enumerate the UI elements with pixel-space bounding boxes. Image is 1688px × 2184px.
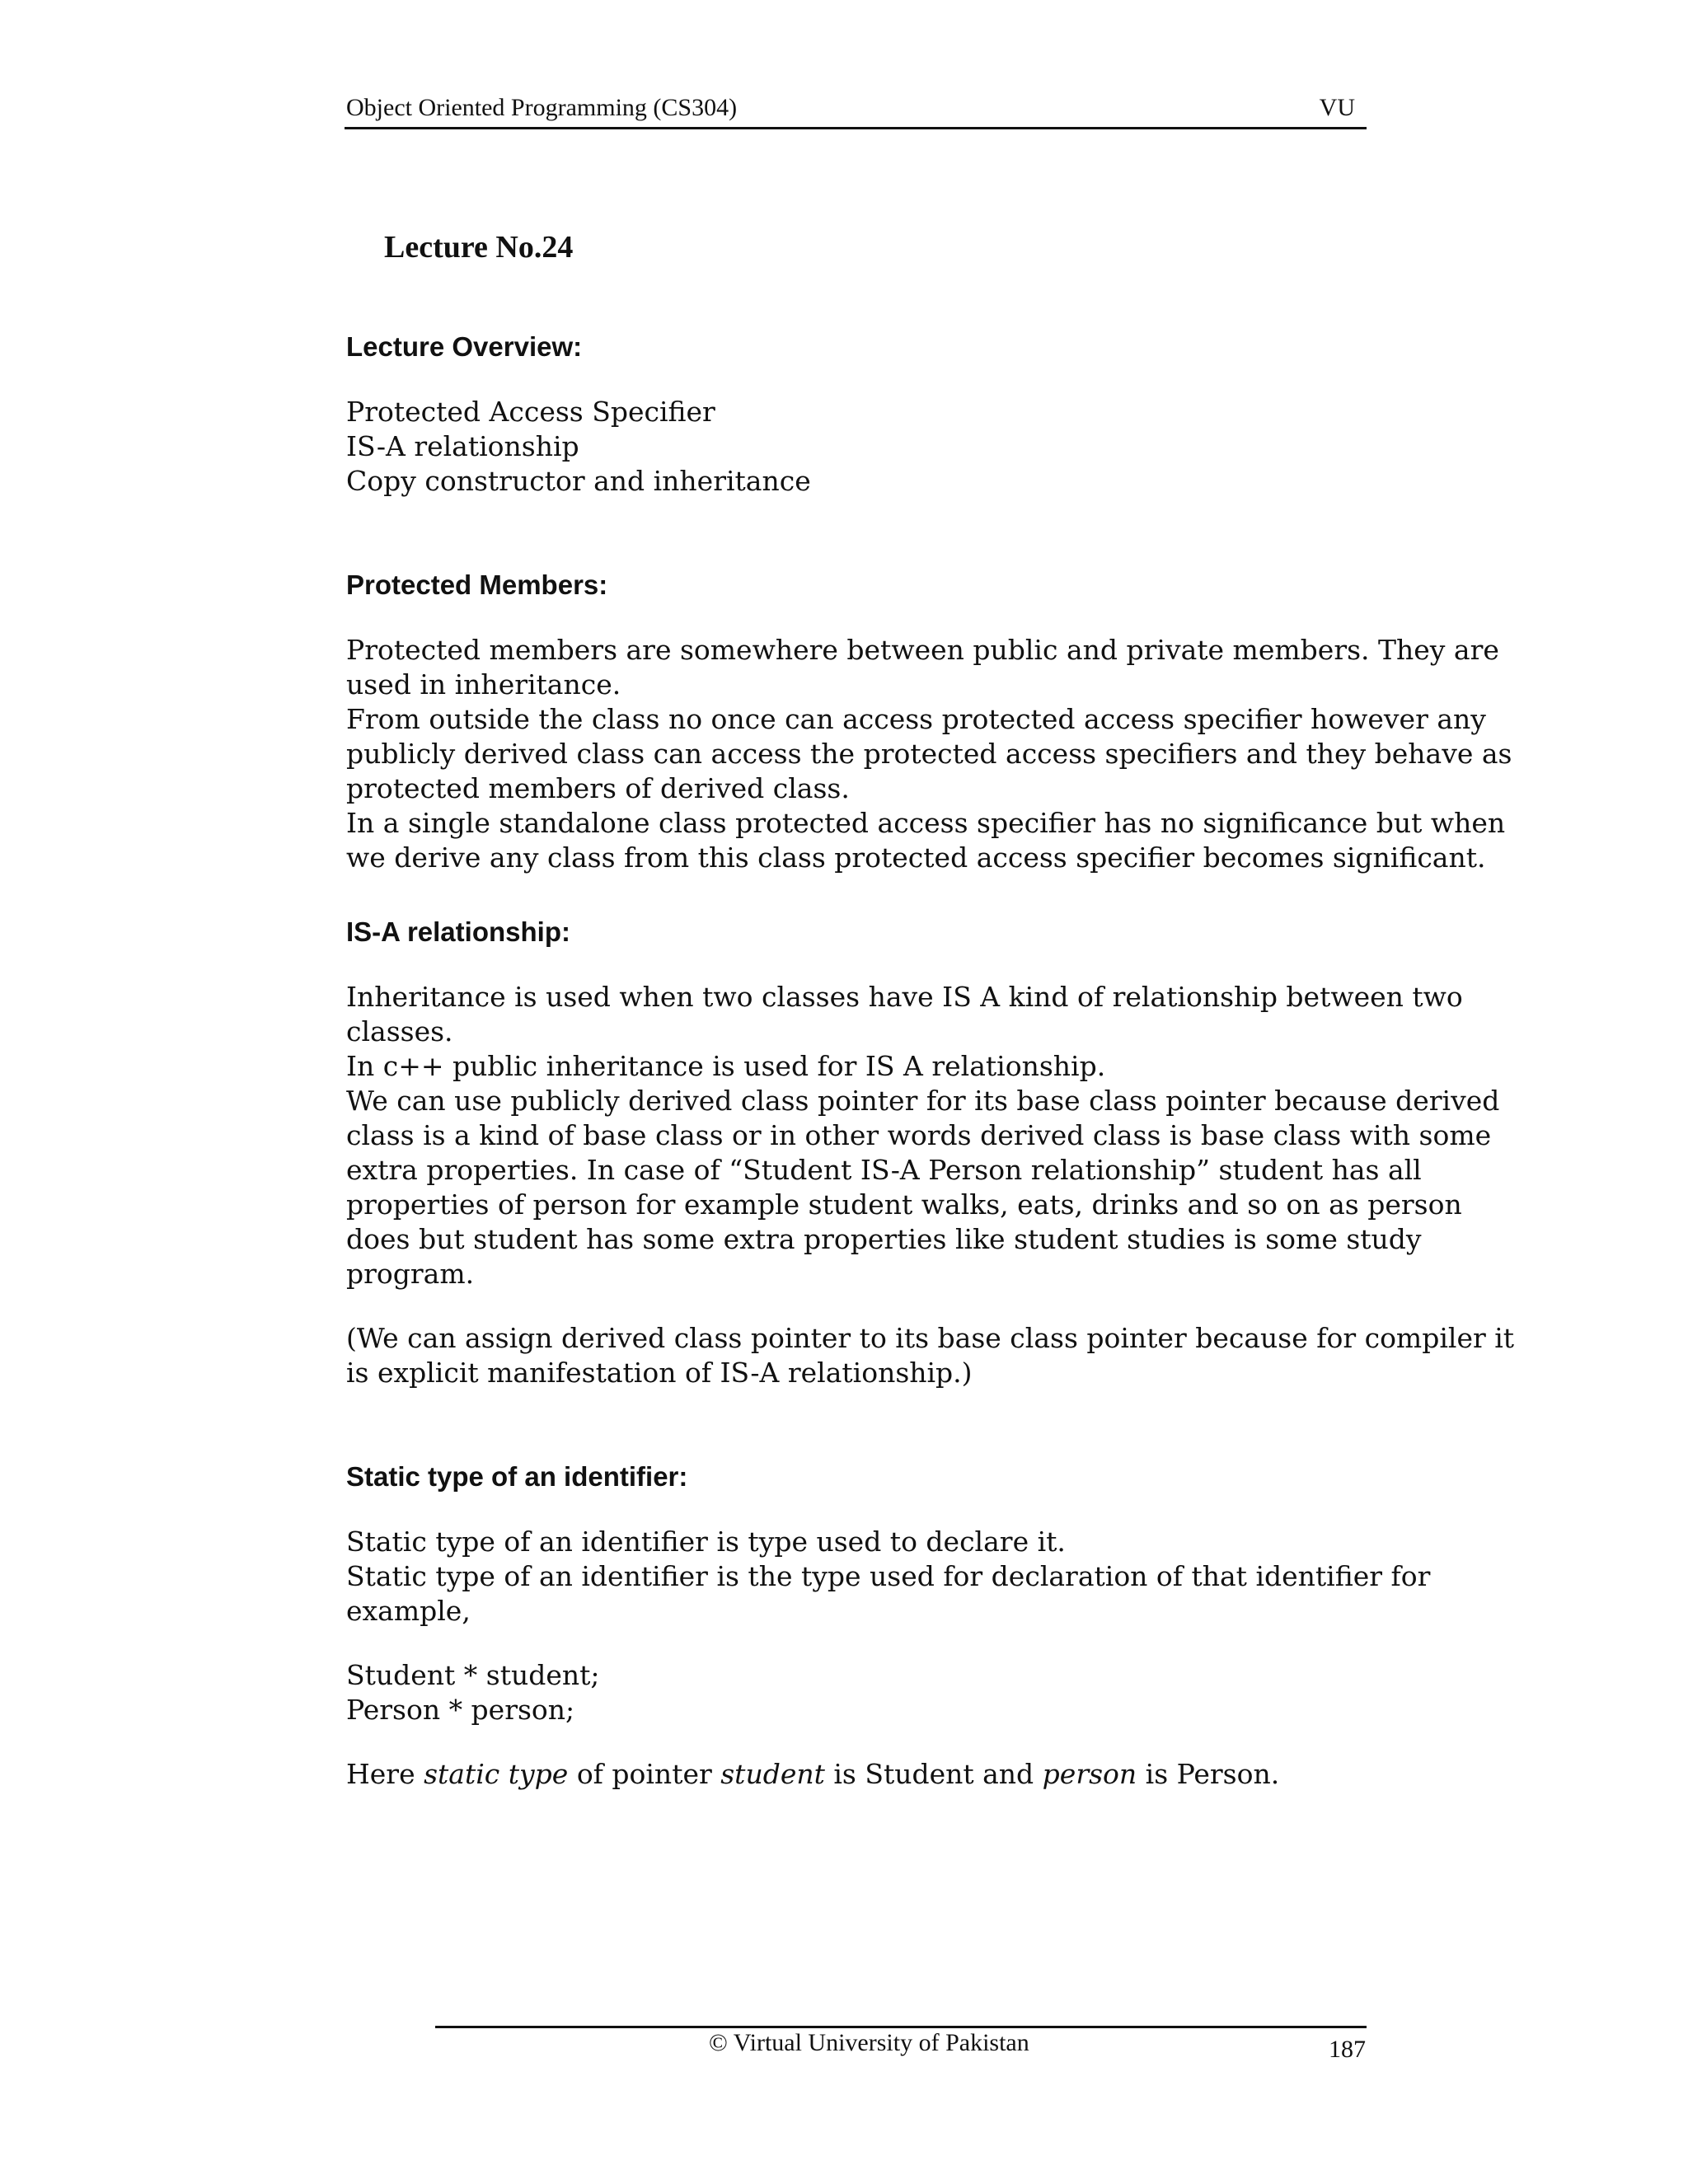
code-example: [346, 1658, 1401, 1727]
text-line: Protected members are somewhere between public and private members. They are: [346, 633, 1499, 666]
code-line: Person * person;: [346, 1693, 575, 1726]
text-line: From outside the class no once can access protected access specifier however any: [346, 702, 1486, 735]
code-line: Student * student;: [346, 1658, 600, 1691]
text-line: program.: [346, 1257, 475, 1290]
text-line: used in inheritance.: [346, 668, 621, 701]
overview-list: [346, 395, 1401, 499]
text-line: we derive any class from this class protected access specifier becomes significant.: [346, 841, 1486, 874]
footer-copyright: © Virtual University of Pakistan: [709, 2029, 1029, 2056]
overview-item: Protected Access Specifier: [346, 395, 715, 428]
protected-heading: Protected Members:: [346, 569, 608, 600]
text-line: does but student has some extra properties like student studies is some study: [346, 1222, 1422, 1255]
static-type-paragraph: [346, 1525, 1431, 1629]
text-line: is explicit manifestation of IS-A relationship.): [346, 1356, 973, 1389]
institution-abbr: VU: [1319, 94, 1355, 121]
text-line: In a single standalone class protected access specifier has no significance but when: [346, 806, 1506, 839]
text-line: (We can assign derived class pointer to its base class pointer because for compiler it: [346, 1321, 1515, 1354]
page-content: [346, 330, 1515, 1792]
text-line: Inheritance is used when two classes have IS A kind of relationship between two: [346, 980, 1463, 1013]
overview-heading: Lecture Overview:: [346, 331, 583, 362]
isa-heading: IS-A relationship:: [346, 916, 570, 947]
isa-note: [346, 1321, 1515, 1390]
text-line: extra properties. In case of “Student IS-A Person relationship” student has all: [346, 1153, 1422, 1186]
text-line: example,: [346, 1594, 471, 1627]
static-type-heading: Static type of an identifier:: [346, 1460, 688, 1492]
protected-paragraph: [346, 633, 1512, 875]
isa-paragraph: [346, 980, 1500, 1291]
text-line: In c++ public inheritance is used for IS A relationship.: [346, 1049, 1106, 1082]
text-line: class is a kind of base class or in other words derived class is base class with some: [346, 1118, 1492, 1151]
overview-item: Copy constructor and inheritance: [346, 464, 811, 497]
lecture-title: Lecture No.24: [384, 230, 574, 265]
summary-text: of pointer: [568, 1757, 721, 1790]
text-line: We can use publicly derived class pointer for its base class pointer because derived: [346, 1084, 1500, 1117]
summary-italic: student: [720, 1757, 825, 1790]
text-line: Static type of an identifier is the type used for declaration of that identifier for: [346, 1559, 1431, 1592]
summary-text: is Student and: [824, 1757, 1043, 1790]
text-line: properties of person for example student walks, eats, drinks and so on as person: [346, 1188, 1462, 1221]
text-line: classes.: [346, 1015, 453, 1047]
summary-text: Here: [346, 1757, 424, 1790]
overview-item: IS-A relationship: [346, 429, 579, 462]
page-number: 187: [1329, 2036, 1366, 2063]
text-line: protected members of derived class.: [346, 771, 850, 804]
summary-italic: person: [1042, 1757, 1137, 1790]
page-header: [345, 91, 1367, 129]
course-title: Object Oriented Programming (CS304): [346, 94, 738, 121]
footer-rule: [435, 2026, 1367, 2028]
text-line: Static type of an identifier is type used to declare it.: [346, 1525, 1066, 1558]
summary-italic: static type: [424, 1757, 569, 1790]
text-line: publicly derived class can access the protected access specifiers and they behave as: [346, 737, 1512, 770]
summary-text: is Person.: [1137, 1757, 1280, 1790]
static-type-summary: [346, 1757, 1401, 1792]
